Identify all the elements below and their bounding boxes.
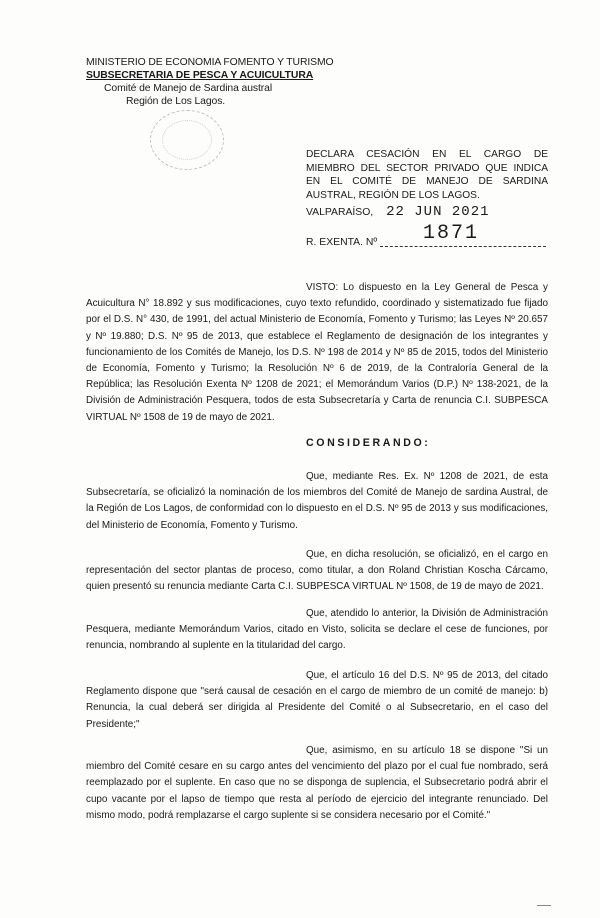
exenta-number: 1871 xyxy=(423,222,480,245)
considerando-paragraph-5 xyxy=(86,743,548,824)
paragraph-text: Que, atendido lo anterior, la División de Administración Pesquera, mediante Memorándum Varios, citado en Visto, solicita se declare el cese de funciones, por renuncia, nombrando al suplente en la titularidad del cargo. xyxy=(86,608,548,652)
exenta-label: R. EXENTA. Nº xyxy=(306,237,378,248)
faded-seal-stamp-inner xyxy=(162,120,212,160)
considerando-paragraph-3 xyxy=(86,606,548,655)
region-name: Región de Los Lagos. xyxy=(126,96,226,107)
paragraph-text: Que, en dicha resolución, se oficializó, en el cargo en representación del sector plantas de proceso, como titular, a don Roland Christian Koscha Cárcamo, quien presentó su renuncia mediante Carta C.I. SUBPESCA VIRTUAL Nº 1508, de 19 de mayo de 2021. xyxy=(86,549,548,593)
considerando-paragraph-2 xyxy=(86,547,548,596)
considerando-paragraph-1 xyxy=(86,469,548,534)
page-mark xyxy=(537,905,551,910)
paragraph-text: Que, mediante Res. Ex. Nº 1208 de 2021, de esta Subsecretaría, se oficializó la nominación de los miembros del Comité de Manejo de sardina Austral, de la Región de Los Lagos, de conformidad con lo dispuesto en el D.S. Nº 95 de 2013 y sus modificaciones, del Ministerio de Economía, Fomento y Turismo. xyxy=(86,471,548,531)
committee-name: Comité de Manejo de Sardina austral xyxy=(104,83,273,94)
place-date xyxy=(306,206,490,219)
considerando-heading: CONSIDERANDO: xyxy=(306,437,431,449)
exenta-underline xyxy=(380,246,546,247)
ministry-name: MINISTERIO DE ECONOMIA FOMENTO Y TURISMO xyxy=(86,57,334,68)
visto-section xyxy=(86,280,548,426)
letterhead xyxy=(86,56,334,108)
resolution-title: DECLARA CESACIÓN EN EL CARGO DE MIEMBRO DEL SECTOR PRIVADO QUE INDICA EN EL COMITÉ DE MANEJO DE SARDINA AUSTRAL, REGIÓN DE LOS LAGOS. xyxy=(306,149,548,201)
paragraph-text: Que, asimismo, en su artículo 18 se dispone "Si un miembro del Comité cesare en su cargo antes del vencimiento del plazo por el cual fue nombrado, será reemplazado por el suplente. En caso que no se disponga de suplencia, el Subsecretario podrá abrir el cupo vacante por el lapso de tiempo que resta al período de ejercicio del integrante renunciado. Del mismo modo, podrá remplazarse el cargo suplente si se considera necesario por el Comité." xyxy=(86,745,548,821)
place-label: VALPARAÍSO, xyxy=(306,207,374,218)
paragraph-text: Que, el artículo 16 del D.S. Nº 95 de 2013, del citado Reglamento dispone que "será causal de cesación en el cargo de miembro de un comité de manejo: b) Renuncia, la cual deberá ser dirigida al Presidente del Comité o al Subsecretario, en el caso del Presidente;" xyxy=(86,670,548,730)
date-stamp: 22 JUN 2021 xyxy=(386,204,490,220)
subsecretaria-name: SUBSECRETARIA DE PESCA Y ACUICULTURA xyxy=(86,70,314,81)
visto-paragraph: VISTO: Lo dispuesto en la Ley General de Pesca y Acuicultura N° 18.892 y sus modificaciones, cuyo texto refundido, coordinado y sistematizado fue fijado por el D.S. N° 430, de 1991, del actual Ministerio de Economía, Fomento y Turismo; las Leyes Nº 20.657 y Nº 19.880; D.S. Nº 95 de 2013, que establece el Reglamento de designación de los integrantes y funcionamiento de los Comités de Manejo, los D.S. Nº 198 de 2014 y Nº 85 de 2015, todos del Ministerio de Economía, Fomento y Turismo; la Resolución Nº 6 de 2019, de la Contraloría General de la República; las Resolución Exenta Nº 1208 de 2021; el Memorándum Varios (D.P.) Nº 138-2021, de la División de Administración Pesquera, todos de esta Subsecretaría y Carta de renuncia C.I. SUBPESCA VIRTUAL Nº 1508 de 19 de mayo de 2021. xyxy=(86,282,548,423)
considerando-paragraph-4 xyxy=(86,668,548,733)
